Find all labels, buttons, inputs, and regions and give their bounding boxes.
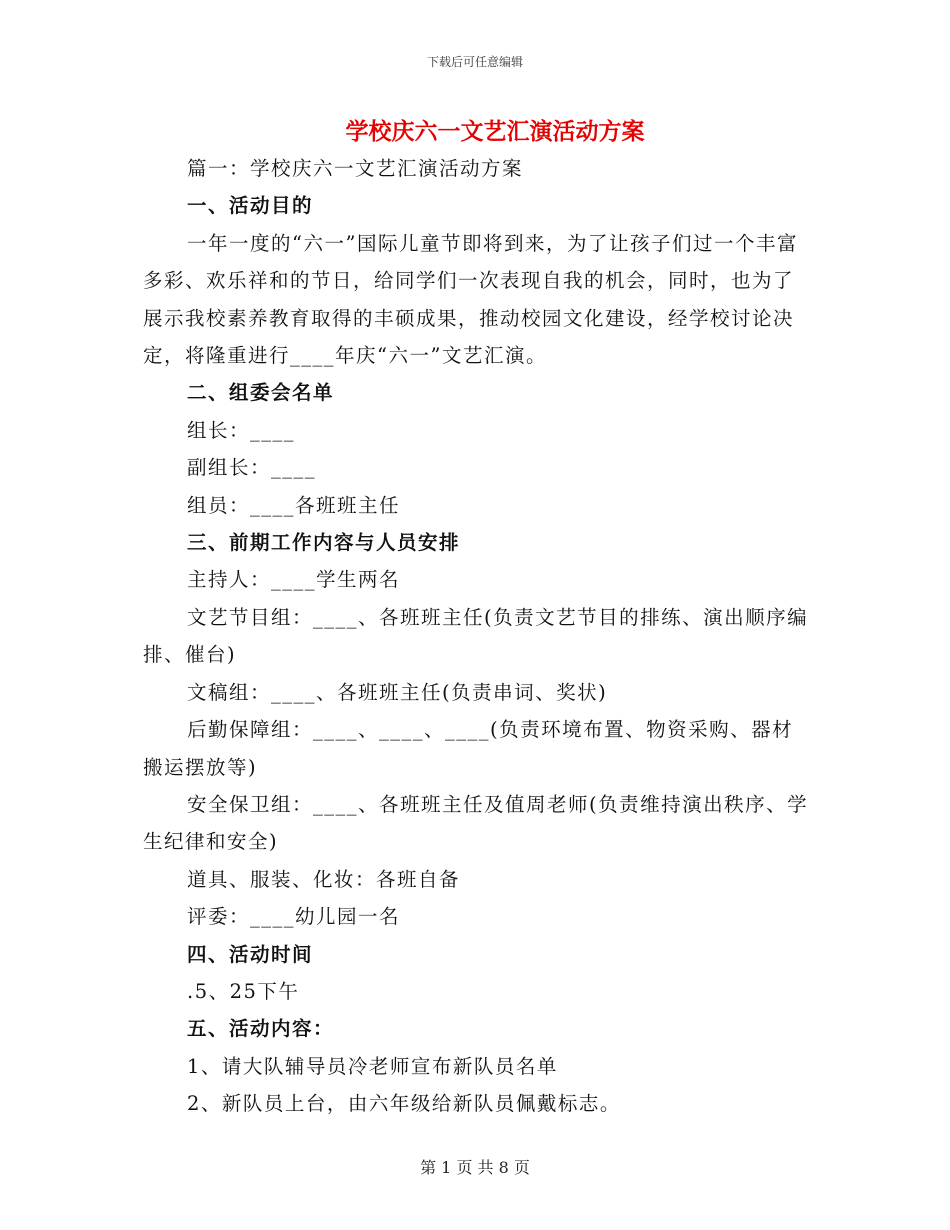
paragraph-subtitle: 篇一：学校庆六一文艺汇演活动方案 xyxy=(187,157,524,180)
paragraph-logistics-group: 后勤保障组：____、____、____(负责环境布置、物资采购、器材搬运摆放等) xyxy=(143,718,794,779)
paragraph-leader: 组长：____ xyxy=(187,418,296,442)
document-body xyxy=(143,150,813,1123)
paragraph-hosts: 主持人：____学生两名 xyxy=(187,568,401,592)
section-heading-committee: 二、组委会名单 xyxy=(187,381,335,405)
paragraph-judges: 评委：____幼儿园一名 xyxy=(187,905,401,929)
document-title: 学校庆六一文艺汇演活动方案 xyxy=(345,118,645,145)
list-item-1: 1、请大队辅导员冷老师宣布新队员名单 xyxy=(187,1054,558,1078)
paragraph-script-group: 文稿组：____、各班班主任(负责串词、奖状) xyxy=(187,680,608,704)
section-heading-preparation: 三、前期工作内容与人员安排 xyxy=(187,531,461,555)
section-heading-time: 四、活动时间 xyxy=(187,942,314,966)
paragraph-members: 组员：____各班班主任 xyxy=(187,493,401,517)
paragraph-time: .5、25下午 xyxy=(187,979,300,1003)
paragraph-vice-leader: 副组长：____ xyxy=(187,456,317,480)
section-heading-content: 五、活动内容： xyxy=(187,1017,335,1041)
paragraph-program-group: 文艺节目组：____、各班班主任(负责文艺节目的排练、演出顺序编排、催台) xyxy=(143,605,809,667)
list-item-2: 2、新队员上台，由六年级给新队员佩戴标志。 xyxy=(187,1092,621,1116)
paragraph-security-group: 安全保卫组：____、各班班主任及值周老师(负责维持演出秩序、学生纪律和安全) xyxy=(143,792,809,854)
section-heading-purpose: 一、活动目的 xyxy=(187,194,314,218)
page-number: 第 1 页 共 8 页 xyxy=(420,1158,530,1177)
paragraph-purpose: 一年一度的“六一”国际儿童节即将到来，为了让孩子们过一个丰富多彩、欢乐祥和的节日，给同学们一次表现自我的机会，同时，也为了展示我校素养教育取得的丰硕成果，推动校园文化建设，经学校讨论决定，将隆重进行____年庆“六一”文艺汇演。 xyxy=(143,231,798,368)
paragraph-props: 道具、服装、化妆：各班自备 xyxy=(187,867,461,891)
page-header-note: 下载后可任意编辑 xyxy=(426,55,523,69)
